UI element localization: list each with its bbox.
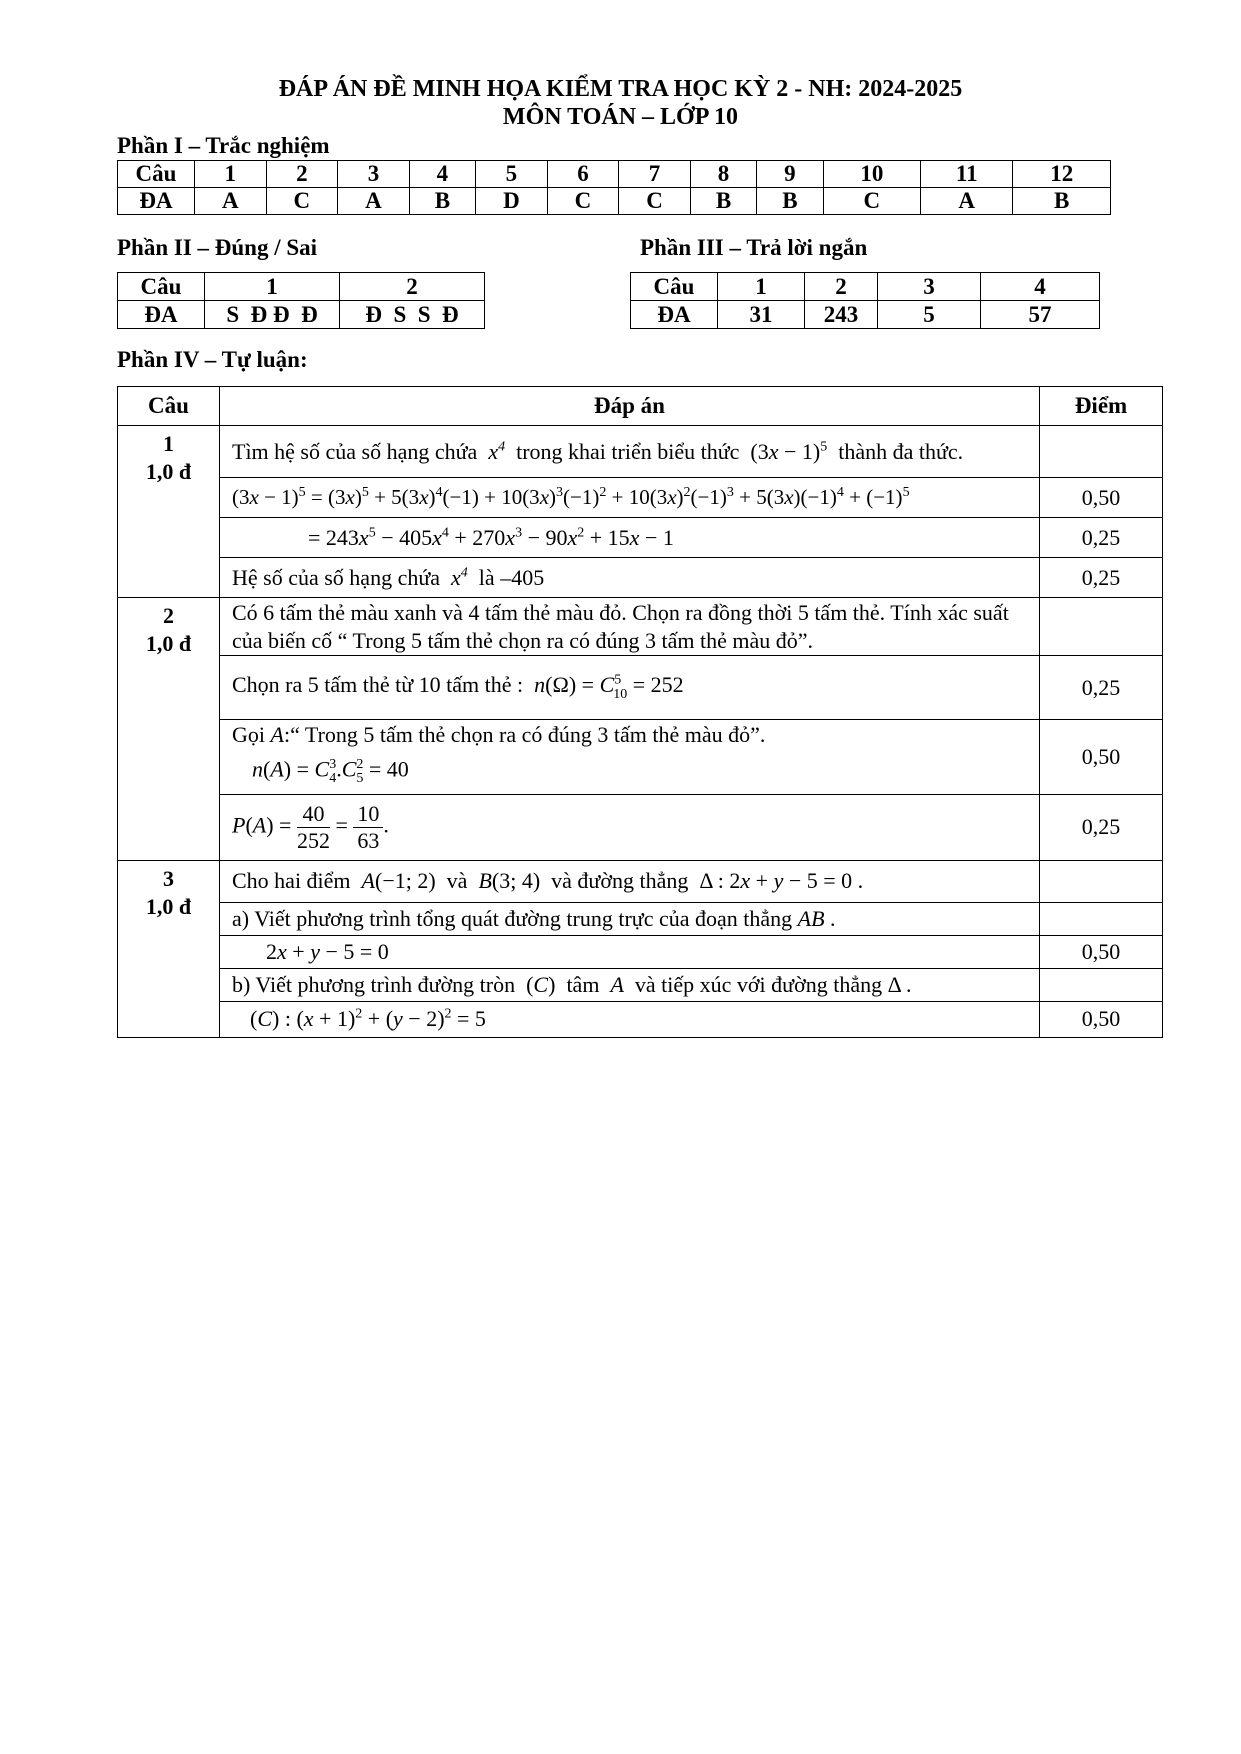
q3-parta-text: a) Viết phương trình tổng quát đường trung trực của đoạn thẳng (232, 905, 793, 931)
part1-a: C (266, 188, 338, 215)
part2-q: 2 (340, 273, 485, 301)
part1-q: 1 (195, 161, 267, 188)
part1-q: 8 (690, 161, 756, 188)
q2-step1-row (118, 656, 1163, 720)
q1-number: 1 (163, 431, 174, 456)
q3-prompt-points (1040, 860, 1163, 902)
part4-heading: Phần IV – Tự luận: (117, 347, 308, 372)
part2-heading: Phần II – Đúng / Sai (117, 235, 318, 260)
q3-prompt: Cho hai điểm A(−1; 2) và B(3; 4) và đường thẳng Δ : 2x + y − 5 = 0 . (220, 860, 1040, 902)
part1-q: 10 (823, 161, 920, 188)
q1-step3-points: 0,25 (1040, 558, 1163, 598)
q3-parta: a) Viết phương trình tổng quát đường trung trực của đoạn thẳng AB . (220, 902, 1040, 935)
q3-partb-points: 0,50 (1040, 1001, 1163, 1037)
part1-q: 4 (409, 161, 475, 188)
q2-number: 2 (163, 603, 174, 628)
q2-step3-row (118, 794, 1163, 860)
q2-prompt: Có 6 tấm thẻ màu xanh và 4 tấm thẻ màu đỏ. Chọn ra đồng thời 5 tấm thẻ. Tính xác suất của biến cố “ Trong 5 tấm thẻ chọn ra có đúng 3 tấm thẻ màu đỏ”. (220, 598, 1040, 656)
part3-a: 5 (878, 301, 981, 329)
part1-q: 7 (619, 161, 691, 188)
q1-step1-row (118, 478, 1163, 518)
part2-label-a: ĐA (118, 301, 205, 329)
part3-a: 57 (981, 301, 1100, 329)
part2-a: Đ S S Đ (340, 301, 485, 329)
q3-prompt-a: Cho hai điểm (232, 868, 351, 894)
q3-partb-answer: (C) : $(x + 1)^2 + (y - 2)^2 = 5$ (220, 1001, 1040, 1037)
part1-q: 12 (1013, 161, 1111, 188)
part1-a: B (690, 188, 756, 215)
part1-label-q: Câu (118, 161, 195, 188)
part1-a: A (195, 188, 267, 215)
q3-cell (118, 860, 220, 1037)
q2-prompt-points (1040, 598, 1163, 656)
q1-step1-formula: $(3x - 1)^5 = (3x)^5 + 5(3x)^4(-1) + 10(3x)^3(-1)^2 + 10(3x)^2(-1)^3 + 5(3x)(-1)^4 + (-1)^5$ (220, 478, 1040, 518)
q1-prompt: Tìm hệ số của số hạng chứa $x^4$ trong khai triển biểu thức $(3x - 1)^5$ thành đa thức. (220, 426, 1040, 478)
part3-table (630, 272, 1100, 329)
q1-prompt-c: thành đa thức. (838, 438, 964, 464)
q3-prompt-b: và (446, 868, 468, 894)
col-answer: Đáp án (220, 387, 1040, 426)
q1-prompt-a: Tìm hệ số của số hạng chứa (232, 438, 478, 464)
q3-parta-row (118, 902, 1163, 935)
part1-a: B (757, 188, 823, 215)
part1-a: C (619, 188, 691, 215)
part1-q: 3 (338, 161, 410, 188)
q1-step3-mid: là (478, 564, 495, 590)
part3-label-q: Câu (631, 273, 718, 301)
q1-step3-text: Hệ số của số hạng chứa (232, 564, 441, 590)
part1-q: 11 (921, 161, 1013, 188)
q3-points: 1,0 đ (145, 893, 192, 919)
q2-step2-prefix: Gọi (232, 722, 265, 747)
part4-header-row (118, 387, 1163, 426)
part1-answer-row (118, 188, 1111, 215)
q3-parta-points: 0,50 (1040, 935, 1163, 968)
part1-table (117, 160, 1111, 215)
q3-partb-row (118, 968, 1163, 1001)
q3-partb-a: b) Viết phương trình đường tròn (232, 971, 516, 997)
part1-heading: Phần I – Trắc nghiệm (117, 133, 330, 158)
part1-a: A (921, 188, 1013, 215)
part1-label-a: ĐA (118, 188, 195, 215)
part2-question-row (118, 273, 485, 301)
part1-a: A (338, 188, 410, 215)
part3-q: 4 (981, 273, 1100, 301)
q1-step3-value: –405 (500, 564, 545, 590)
q1-step2-points: 0,25 (1040, 518, 1163, 558)
part3-question-row (631, 273, 1100, 301)
q3-parta-answer-row (118, 935, 1163, 968)
q2-step1: Chọn ra 5 tấm thẻ từ 10 tấm thẻ : $n(\Omega) = C^5_{10} = 252$ (220, 656, 1040, 720)
q3-parta-points-empty (1040, 902, 1163, 935)
part3-a: 31 (718, 301, 805, 329)
q1-step3: Hệ số của số hạng chứa $x^4$ là –405 (220, 558, 1040, 598)
q3-partb-c: và tiếp xúc với đường thẳng (634, 971, 883, 997)
part1-a: B (409, 188, 475, 215)
part1-question-row (118, 161, 1111, 188)
col-cau: Câu (118, 387, 220, 426)
part2-a: S Đ Đ Đ (205, 301, 340, 329)
part3-q: 3 (878, 273, 981, 301)
q3-prompt-c: và đường thẳng (551, 868, 689, 894)
part3-answer-row (631, 301, 1100, 329)
part3-q: 2 (805, 273, 878, 301)
part1-q: 2 (266, 161, 338, 188)
part1-q: 6 (547, 161, 619, 188)
q2-step1-points: 0,25 (1040, 656, 1163, 720)
q1-prompt-b: trong khai triển biểu thức (516, 438, 740, 464)
part3-heading: Phần III – Trả lời ngắn (640, 235, 868, 260)
part2-q: 1 (205, 273, 340, 301)
part4-table (117, 386, 1163, 1038)
q2-step2-points: 0,50 (1040, 720, 1163, 795)
part1-a: C (547, 188, 619, 215)
q2-prompt-row (118, 598, 1163, 656)
part3-label-a: ĐA (631, 301, 718, 329)
part2-table (117, 272, 485, 329)
q2-points: 1,0 đ (145, 631, 192, 656)
q1-step2-formula: = $243x^5 - 405x^4 + 270x^3 - 90x^2 + 15x - 1$ (220, 518, 1040, 558)
q1-step1-points: 0,50 (1040, 478, 1163, 518)
part2-answer-row (118, 301, 485, 329)
part1-a: D (476, 188, 548, 215)
part3-a: 243 (805, 301, 878, 329)
q3-partb: b) Viết phương trình đường tròn (C) tâm A và tiếp xúc với đường thẳng Δ . (220, 968, 1040, 1001)
part1-q: 9 (757, 161, 823, 188)
q3-number: 3 (163, 865, 174, 891)
q1-prompt-row (118, 426, 1163, 478)
q1-prompt-points (1040, 426, 1163, 478)
q2-step3: P(A) = $\frac{40}{252}$ = $\frac{10}{63}$ . (220, 794, 1040, 860)
part1-a: C (823, 188, 920, 215)
q1-step2-row (118, 518, 1163, 558)
q2-step3-points: 0,25 (1040, 794, 1163, 860)
part1-a: B (1013, 188, 1111, 215)
part3-q: 1 (718, 273, 805, 301)
doc-subtitle: MÔN TOÁN – LỚP 10 (502, 104, 739, 130)
q2-step2-text: :“ Trong 5 tấm thẻ chọn ra có đúng 3 tấm thẻ màu đỏ”. (283, 722, 766, 747)
q3-parta-answer: 2x + y − 5 = 0 (220, 935, 1040, 968)
q3-partb-b: tâm (566, 971, 600, 997)
q3-partb-answer-row (118, 1001, 1163, 1037)
q2-step2: Gọi A:“ Trong 5 tấm thẻ chọn ra có đúng 3 tấm thẻ màu đỏ”. $n(A) = C^3_4.C^2_5 = 40$ (220, 720, 1040, 795)
q3-prompt-row (118, 860, 1163, 902)
q2-step1-text: Chọn ra 5 tấm thẻ từ 10 tấm thẻ : (232, 672, 524, 698)
q2-cell (118, 598, 220, 861)
q1-cell (118, 426, 220, 598)
doc-title: ĐÁP ÁN ĐỀ MINH HỌA KIỂM TRA HỌC KỲ 2 - NH: 2024-2025 (278, 76, 963, 102)
part2-label-q: Câu (118, 273, 205, 301)
col-points: Điểm (1040, 387, 1163, 426)
q3-partb-points-empty (1040, 968, 1163, 1001)
q1-step3-row (118, 558, 1163, 598)
part1-q: 5 (476, 161, 548, 188)
q1-points: 1,0 đ (145, 459, 192, 484)
q2-step2-row (118, 720, 1163, 795)
